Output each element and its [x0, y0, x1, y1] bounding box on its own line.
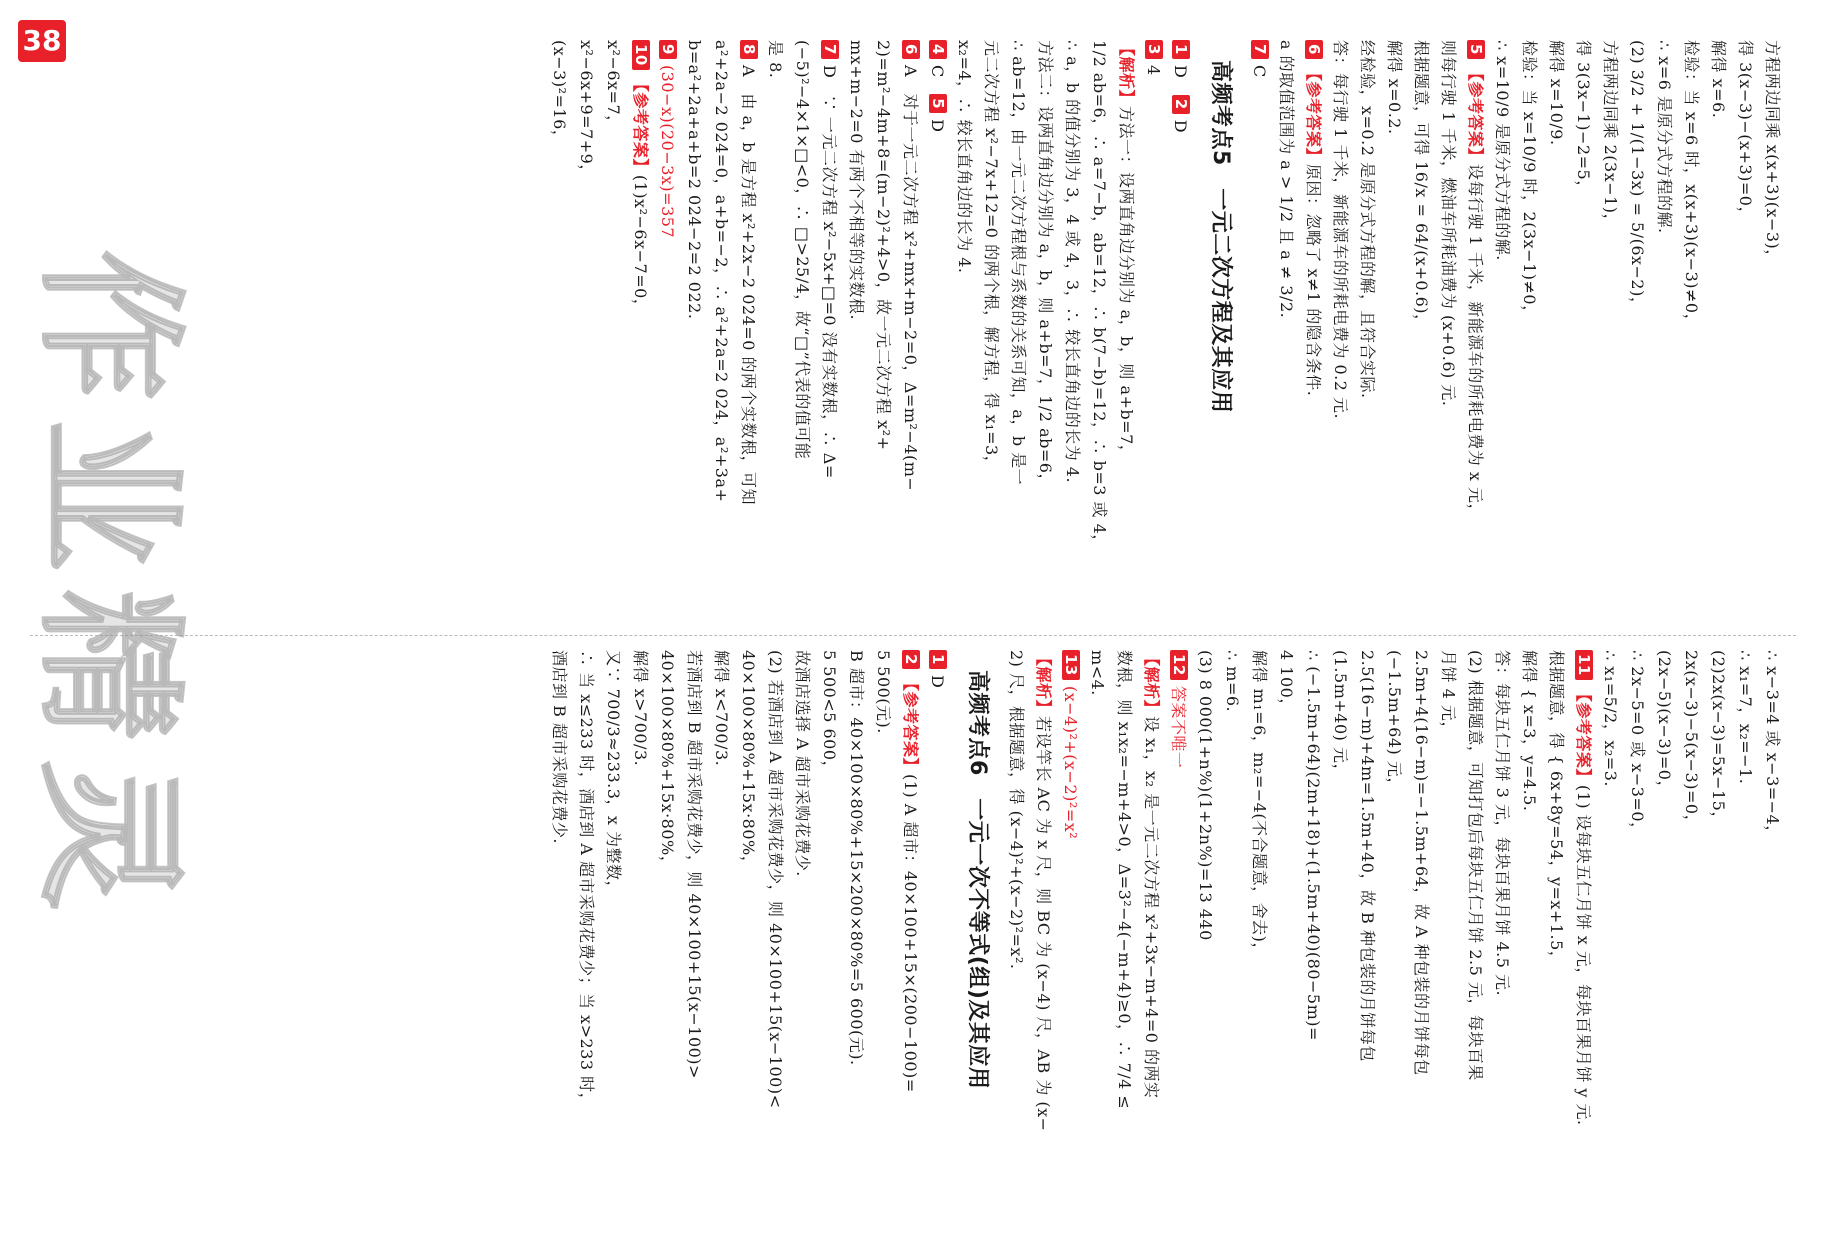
answer-line: [1597, 650, 1624, 1210]
answer-text: 设 x₁，x₂ 是一元二次方程 x²+3x−m+4=0 的两实: [1142, 716, 1161, 1099]
question-number-badge: 1: [1172, 40, 1190, 59]
answer-text: 方法一：设两直角边分别为 a，b，则 a+b=7，: [1117, 106, 1136, 462]
bottom-half-content: [30, 650, 1786, 1210]
answer-line: [1678, 40, 1705, 600]
answer-text: 方程两边同乘 2(3x−1)，: [1601, 40, 1620, 231]
question-number-badge: 1: [929, 650, 947, 669]
answer-text: D: [1171, 64, 1190, 95]
answer-text: a²+2a−2 024=0，a+b=−2，∴ a²+2a=2 024，a²+3a+: [712, 40, 731, 503]
answer-line: [1489, 650, 1516, 1210]
answer-text: 2) 尺，根据题意，得 (x−4)²+(x−2)²=x².: [1007, 650, 1026, 970]
answer-text: (1) A 超市：40×100+15×(200−100)=: [901, 773, 920, 1093]
question-number-badge: 5: [929, 94, 947, 113]
answer-text: 方程两边同乘 x(x+3)(x−3)，: [1763, 40, 1782, 266]
answer-text: 5 500<5 600，: [820, 650, 839, 778]
answer-text: (2) 3/2 + 1/(1−3x) = 5/(6x−2)，: [1628, 40, 1647, 314]
answer-text: x²−6x+9=7+9，: [577, 40, 596, 181]
answer-tag: 【参考答案】: [1466, 64, 1485, 164]
answer-line: [1273, 650, 1300, 1210]
answer-text: ∴ x−3=4 或 x−3=−4，: [1763, 650, 1782, 842]
answer-line: [654, 40, 681, 600]
answer-line: [1354, 650, 1381, 1210]
question-number-badge: 7: [821, 40, 839, 59]
answer-tag: 【参考答案】: [901, 674, 920, 774]
answer-line: [789, 650, 816, 1210]
top-lines-1: [1246, 40, 1786, 600]
answer-line: [1005, 40, 1032, 600]
answer-text: 则每行驶 1 千米，燃油车所耗油费为 (x+0.6) 元.: [1439, 40, 1458, 407]
answer-text: 40×100×80%+15x·80%，: [658, 650, 677, 873]
answer-text: m<4.: [1088, 650, 1107, 696]
answer-text: 根据题意，可得 16/x = 64/(x+0.6)，: [1412, 40, 1431, 331]
bottom-lines-1: [1003, 650, 1786, 1210]
answer-line: [735, 650, 762, 1210]
answer-line: [1759, 40, 1786, 600]
answer-line: [1732, 40, 1759, 600]
answer-text: (x−3)²=16，: [550, 40, 569, 147]
answer-text: B 超市：40×100×80%+15×200×80%=5 600(元).: [847, 650, 866, 1066]
answer-text: ∴ x=10/9 是原分式方程的解.: [1493, 40, 1512, 261]
question-number-badge: 6: [1305, 40, 1323, 59]
answer-text: D: [1171, 119, 1190, 134]
page-number-badge: 38: [18, 20, 66, 62]
answer-text: 元二次方程 x²−7x+12=0 的两个根，解方程，得 x₁=3，: [982, 40, 1001, 473]
answer-text: (−5)²−4×1×□<0，∴ □>25/4，故“□”代表的值可能: [793, 40, 812, 460]
answer-text: 解得 x<700/3.: [712, 650, 731, 767]
answer-line: [681, 650, 708, 1210]
answer-text: 又∵ 700/3≈233.3，x 为整数，: [604, 650, 623, 898]
answer-line: [654, 650, 681, 1210]
answer-line: [1327, 650, 1354, 1210]
answer-text: 2.5(16−m)+4m=1.5m+40，故 B 种包装的月饼每包: [1358, 650, 1377, 1062]
answer-text: (1.5m+40) 元，: [1331, 650, 1350, 780]
answer-line: [681, 40, 708, 600]
answer-text: 解得 x=10/9.: [1547, 40, 1566, 146]
top-half-content: [30, 40, 1786, 600]
answer-line: [1624, 650, 1651, 1210]
answer-line: [1759, 650, 1786, 1210]
answer-line: [1651, 40, 1678, 600]
answer-text: ∴ m=6.: [1223, 650, 1242, 713]
answer-text: 5 500(元).: [874, 650, 893, 734]
answer-text: a 的取值范围为 a > 1/2 且 a ≠ 3/2.: [1277, 40, 1296, 319]
answer-text: (1)x²−6x−7=0，: [631, 174, 650, 316]
answer-text: b=a²+2a+a+b=2 024−2=2 022.: [685, 40, 704, 320]
answer-line: [843, 40, 870, 600]
answer-text: 经检验，x=0.2 是原分式方程的解，且符合实际.: [1358, 40, 1377, 399]
answer-tag: 【解析】: [1117, 40, 1136, 107]
answer-text: 故酒店选择 A 超市采购花费少.: [793, 650, 812, 877]
answer-text: D: [928, 674, 947, 689]
answer-line: [573, 40, 600, 600]
answer-text: A 对于一元二次方程 x²+mx+m−2=0，Δ=m²−4(m−: [901, 64, 920, 492]
answer-text: (30−x)(20−3x)=357: [658, 64, 677, 239]
question-number-badge: 13: [1062, 650, 1080, 680]
answer-line: [1354, 40, 1381, 600]
answer-line: [897, 40, 924, 600]
top-lines-2: [546, 40, 1194, 600]
answer-line: [1273, 40, 1300, 600]
bottom-lines-2: [546, 650, 951, 1210]
answer-text: 1/2 ab=6，∴ a=7−b，ab=12，∴ b(7−b)=12，∴ b=3 或 4，: [1090, 40, 1109, 551]
answer-line: [1219, 650, 1246, 1210]
question-number-badge: 7: [1251, 40, 1269, 59]
answer-line: [1246, 650, 1273, 1210]
answer-line: [1462, 650, 1489, 1210]
answer-text: ∴ x=6 是原分式方程的解.: [1655, 40, 1674, 234]
answer-line: [1192, 650, 1219, 1210]
answer-text: 答案不唯一: [1169, 685, 1188, 769]
question-number-badge: 9: [659, 40, 677, 59]
answer-line: [1597, 40, 1624, 600]
answer-line: [600, 40, 627, 600]
answer-text: 4 100，: [1277, 650, 1296, 715]
answer-line: [708, 650, 735, 1210]
answer-line: [1113, 40, 1140, 600]
answer-tag: 【解析】: [1034, 650, 1053, 717]
answer-line: [1408, 650, 1435, 1210]
answer-text: 是 8.: [766, 40, 785, 79]
answer-line: [978, 40, 1005, 600]
answer-line: [1705, 40, 1732, 600]
answer-line: [1435, 40, 1462, 600]
answer-line: [951, 40, 978, 600]
answer-line: [1327, 40, 1354, 600]
answer-text: 检验：当 x=6 时，x(x+3)(x−3)≠0，: [1682, 40, 1701, 331]
answer-line: [546, 40, 573, 600]
question-number-badge: 3: [1145, 40, 1163, 59]
answer-line: [1381, 650, 1408, 1210]
answer-text: mx+m−2=0 有两个不相等的实数根.: [847, 40, 866, 321]
answer-text: 若酒店到 B 超市采购花费少，则 40×100+15(x−100)>: [685, 650, 704, 1079]
answer-text: x₂=4，∴ 较长直角边的长为 4.: [955, 40, 974, 274]
answer-line: [1543, 40, 1570, 600]
answer-line: [600, 650, 627, 1210]
question-number-badge: 12: [1170, 650, 1188, 680]
answer-line: [789, 40, 816, 600]
answer-line: [1165, 650, 1192, 1210]
answer-line: [1732, 650, 1759, 1210]
answer-line: [1167, 40, 1194, 600]
answer-line: [1705, 650, 1732, 1210]
question-number-badge: 2: [1172, 95, 1190, 114]
answer-line: [1030, 650, 1057, 1210]
answer-line: [762, 650, 789, 1210]
answer-text: (3) 8 000(1+n%)(1+2n%)=13 440: [1196, 650, 1215, 941]
answer-text: D: [928, 119, 947, 133]
answer-line: [816, 40, 843, 600]
answer-text: 解得 x>700/3.: [631, 650, 650, 767]
answer-tag: 【解析】: [1142, 650, 1161, 717]
answer-line: [1678, 650, 1705, 1210]
answer-text: (x−4)²+(x−2)²=x²: [1061, 685, 1080, 840]
answer-text: 2x(x−3)−5(x−3)=0，: [1682, 650, 1701, 832]
answer-line: [1084, 650, 1111, 1210]
answer-text: ∴ x₁=7，x₂=−1.: [1736, 650, 1755, 785]
answer-text: 得 3(3x−1)−2=5，: [1574, 40, 1593, 197]
question-number-badge: 10: [632, 40, 650, 70]
answer-line: [924, 40, 951, 600]
answer-line: [1032, 40, 1059, 600]
answer-line: [843, 650, 870, 1210]
answer-line: [1381, 40, 1408, 600]
answer-tag: 【参考答案】: [1574, 685, 1593, 785]
answer-line: [762, 40, 789, 600]
answer-tag: 【参考答案】: [631, 75, 650, 175]
answer-text: (2x−5)(x−3)=0，: [1655, 650, 1674, 797]
answer-text: ∴ 当 x≤233 时，酒店到 A 超市采购花费少；当 x>233 时，: [577, 650, 596, 1110]
answer-line: [1462, 40, 1489, 600]
answer-text: 解得 m₁=6，m₂=−4(不合题意，舍去)，: [1250, 650, 1269, 959]
answer-line: [924, 650, 951, 1210]
question-number-badge: 11: [1575, 650, 1593, 680]
answer-text: 根据题意，得 { 6x+8y=54，y=x+1.5，: [1547, 650, 1566, 968]
answer-line: [1543, 650, 1570, 1210]
answer-line: [1138, 650, 1165, 1210]
answer-text: x²−6x=7，: [604, 40, 623, 132]
answer-line: [573, 650, 600, 1210]
answer-text: 解得 x=6.: [1709, 40, 1728, 119]
answer-text: ∴ ab=12，由一元二次方程根与系数的关系可知，a，b 是一: [1009, 40, 1028, 486]
answer-text: ∴ x₁=5/2，x₂=3.: [1601, 650, 1620, 787]
column-divider: [30, 635, 1796, 636]
answer-line: [1059, 40, 1086, 600]
answer-line: [1003, 650, 1030, 1210]
answer-text: 检验：当 x=10/9 时，2(3x−1)≠0，: [1520, 40, 1539, 322]
answer-text: ∴ 2x−5=0 或 x−3=0，: [1628, 650, 1647, 839]
answer-line: [1570, 40, 1597, 600]
question-number-badge: 2: [902, 650, 920, 669]
section-title-5: 高频考点5 一元二次方程及其应用: [1208, 60, 1233, 414]
answer-text: 4: [1144, 64, 1163, 76]
answer-line: [1246, 40, 1273, 600]
answer-line: [816, 650, 843, 1210]
answer-text: 若设竿长 AC 为 x 尺，则 BC 为 (x−4) 尺，AB 为 (x−: [1034, 716, 1053, 1132]
answer-line: [1300, 650, 1327, 1210]
answer-text: 方法二：设两直角边分别为 a，b，则 a+b=7，1/2 ab=6，: [1036, 40, 1055, 490]
answer-text: 2.5m+4(16−m)=−1.5m+64，故 A 种包装的月饼每包: [1412, 650, 1431, 1076]
answer-line: [1086, 40, 1113, 600]
answer-text: 酒店到 B 超市采购花费少.: [550, 650, 569, 845]
answer-text: (2)2x(x−3)=5x−15，: [1709, 650, 1728, 828]
answer-text: 解得 { x=3，y=4.5.: [1520, 650, 1539, 812]
answer-line: [1111, 650, 1138, 1210]
answer-line: [1651, 650, 1678, 1210]
question-number-badge: 5: [1467, 40, 1485, 59]
answer-line: [708, 40, 735, 600]
answer-text: (−1.5m+64) 元，: [1385, 650, 1404, 794]
answer-tag: 【参考答案】: [1304, 64, 1323, 164]
answer-text: 数根，则 x₁x₂=−m+4>0，Δ=3²−4(−m+4)≥0，∴ 7/4 ≤: [1115, 650, 1134, 1110]
watermark: 作业精灵: [21, 250, 195, 931]
answer-text: (2) 根据题意，可知打包后每块五仁月饼 2.5 元，每块百果: [1466, 650, 1485, 1081]
answer-line: [1489, 40, 1516, 600]
answer-text: 月饼 4 元，: [1439, 650, 1458, 738]
answer-text: C: [1250, 64, 1269, 78]
answer-text: 解得 x=0.2.: [1385, 40, 1404, 135]
answer-line: [1516, 650, 1543, 1210]
question-number-badge: 8: [740, 40, 758, 59]
answer-text: 设每行驶 1 千米，新能源车的所耗电费为 x 元，: [1466, 163, 1485, 521]
answer-text: 2)=m²−4m+8=(m−2)²+4>0，故一元二次方程 x²+: [874, 40, 893, 451]
answer-line: [1300, 40, 1327, 600]
answer-text: 40×100×80%+15x·80%，: [739, 650, 758, 873]
answer-text: 答：每块五仁月饼 3 元，每块百果月饼 4.5 元.: [1493, 650, 1512, 997]
question-number-badge: 4: [929, 40, 947, 59]
section-title-6: 高频考点6 一元一次不等式(组)及其应用: [965, 670, 990, 1090]
answer-text: (1) 设每块五仁月饼 x 元，每块百果月饼 y 元.: [1574, 784, 1593, 1126]
answer-line: [897, 650, 924, 1210]
answer-text: 原因：忽略了 x≠1 的隐含条件.: [1304, 163, 1323, 397]
answer-text: 答：每行驶 1 千米，新能源车的所耗电费为 0.2 元.: [1331, 40, 1350, 420]
answer-line: [627, 650, 654, 1210]
answer-line: [1057, 650, 1084, 1210]
answer-line: [1435, 650, 1462, 1210]
answer-text: A 由 a，b 是方程 x²+2x−2 024=0 的两个实数根，可知: [739, 64, 758, 505]
answer-line: [1624, 40, 1651, 600]
answer-text: ∴ (−1.5m+64)(2m+18)+(1.5m+40)(80−5m)=: [1304, 650, 1323, 1041]
question-number-badge: 6: [902, 40, 920, 59]
answer-line: [1516, 40, 1543, 600]
answer-text: D ∵ 一元二次方程 x²−5x+□=0 没有实数根，∴ Δ=: [820, 64, 839, 479]
answer-line: [870, 40, 897, 600]
answer-text: C: [928, 64, 947, 95]
answer-line: [1570, 650, 1597, 1210]
answer-line: [1408, 40, 1435, 600]
answer-text: 得 3(x−3)−(x+3)=0，: [1736, 40, 1755, 223]
answer-line: [870, 650, 897, 1210]
answer-line: [546, 650, 573, 1210]
answer-line: [735, 40, 762, 600]
answer-line: [627, 40, 654, 600]
answer-line: [1140, 40, 1167, 600]
answer-text: (2) 若酒店到 A 超市采购花费少，则 40×100+15(x−100)<: [766, 650, 785, 1109]
answer-text: ∴ a，b 的值分别为 3，4 或 4，3，∴ 较长直角边的长为 4.: [1063, 40, 1082, 484]
